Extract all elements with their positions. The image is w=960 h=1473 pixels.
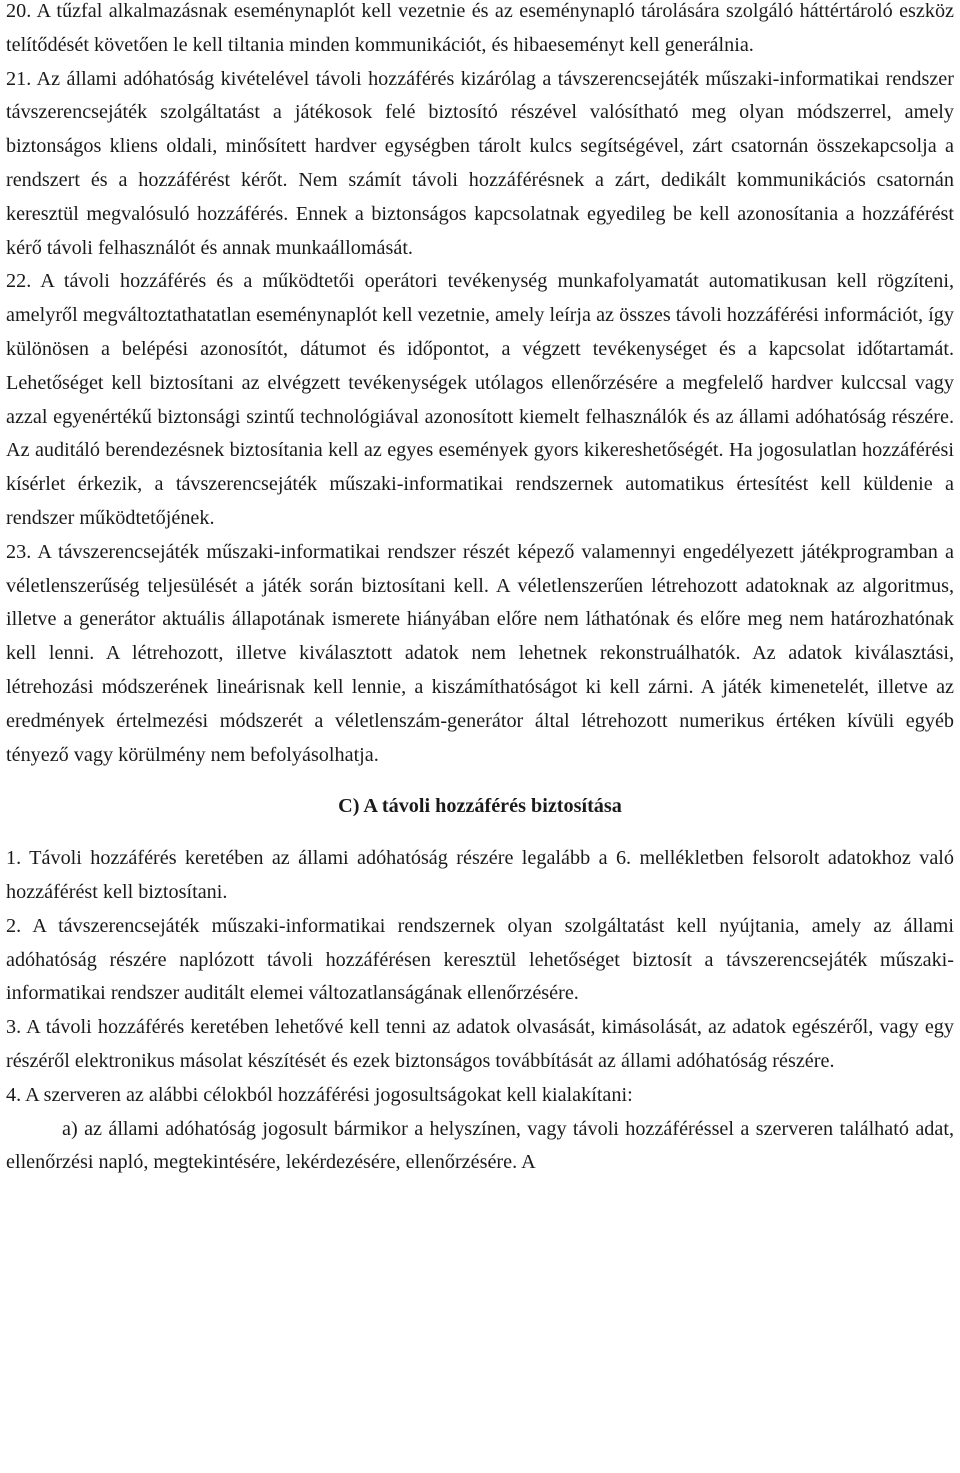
paragraph-c2: 2. A távszerencsejáték műszaki-informatikai rendszernek olyan szolgáltatást kell nyújtania, amely az állami adóhatóság részére naplózott távoli hozzáférésen keresztül lehetőséget biztosít a távszerencsejáték műszaki-informatikai rendszer auditált elemei változatlanságának ellenőrzésére.	[6, 914, 954, 1005]
paragraph-22: 22. A távoli hozzáférés és a működtetői operátori tevékenység munkafolyamatát automatikusan kell rögzíteni, amelyről megváltoztathatatlan eseménynaplót kell vezetnie, amely leírja az összes távoli hozzáférési információt, így különösen a belépési azonosítót, dátumot és időpontot, a végzett tevékenységet és a kapcsolat időtartamát. Lehetőséget kell biztosítani az elvégzett tevékenységek utólagos ellenőrzésére a megfelelő hardver kulccsal vagy azzal egyenértékű biztonsági szintű technológiával azonosított kiemelt felhasználók és az állami adóhatóság részére. Az auditáló berendezésnek biztosítania kell az egyes események gyors kikereshetőségét. Ha jogosulatlan hozzáférési kísérlet érkezik, a távszerencsejáték műszaki-informatikai rendszernek automatikus értesítést kell küldenie a rendszer működtetőjének.	[6, 270, 954, 529]
paragraph-c4: 4. A szerveren az alábbi célokból hozzáférési jogosultságokat kell kialakítani:	[6, 1083, 633, 1106]
section-heading: C) A távoli hozzáférés biztosítása	[338, 795, 622, 818]
paragraph-23: 23. A távszerencsejáték műszaki-informatikai rendszer részét képező valamennyi engedélyezett játékprogramban a véletlenszerűség teljesülését a játék során biztosítani kell. A véletlenszerűen létrehozott adatoknak az algoritmus, illetve a generátor aktuális állapotának ismerete hiányában előre nem láthatónak és előre meg nem határozhatónak kell lenni. A létrehozott, illetve kiválasztott adatok nem lehetnek rekonstruálhatók. Az adatok kiválasztási, létrehozási módszerének lineárisnak kell lennie, a kiszámíthatóságot ki kell zárni. A játék kimenetelét, illetve az eredmények értelmezési módszerét a véletlenszám-generátor által létrehozott numerikus értéken kívüli egyéb tényező vagy körülmény nem befolyásolhatja.	[6, 540, 954, 766]
list-item-a: a) az állami adóhatóság jogosult bármikor a helyszínen, vagy távoli hozzáféréssel a szerveren található adat, ellenőrzési napló, megtekintésére, lekérdezésére, ellenőrzésére. A	[6, 1117, 954, 1174]
paragraph-c3: 3. A távoli hozzáférés keretében lehetővé kell tenni az adatok olvasását, kimásolását, az adatok egészéről, vagy egy részéről elektronikus másolat készítését és ezek biztonságos továbbítását az állami adóhatóság részére.	[6, 1016, 954, 1072]
paragraph-21: 21. Az állami adóhatóság kivételével távoli hozzáférés kizárólag a távszerencsejáték műszaki-informatikai rendszer távszerencsejáték szolgáltatást a játékosok felé biztosító részével valósítható meg olyan módszerrel, amely biztonságos kliens oldali, minősített hardver egységben tárolt kulcs segítségével, zárt csatornán összekapcsolja a rendszert és a hozzáférést kérőt. Nem számít távoli hozzáférésnek a zárt, dedikált kommunikációs csatornán keresztül megvalósuló hozzáférés. Ennek a biztonságos kapcsolatnak egyedileg be kell azonosítania a hozzáférést kérő távoli felhasználót és annak munkaállomását.	[6, 67, 954, 259]
paragraph-c1: 1. Távoli hozzáférés keretében az állami adóhatóság részére legalább a 6. mellékletben felsorolt adatokhoz való hozzáférést kell biztosítani.	[6, 847, 954, 903]
paragraph-20: 20. A tűzfal alkalmazásnak eseménynaplót kell vezetnie és az eseménynapló tárolására szolgáló háttértároló eszköz telítődését követően le kell tiltania minden kommunikációt, és hibaeseményt kell generálnia.	[6, 0, 954, 56]
